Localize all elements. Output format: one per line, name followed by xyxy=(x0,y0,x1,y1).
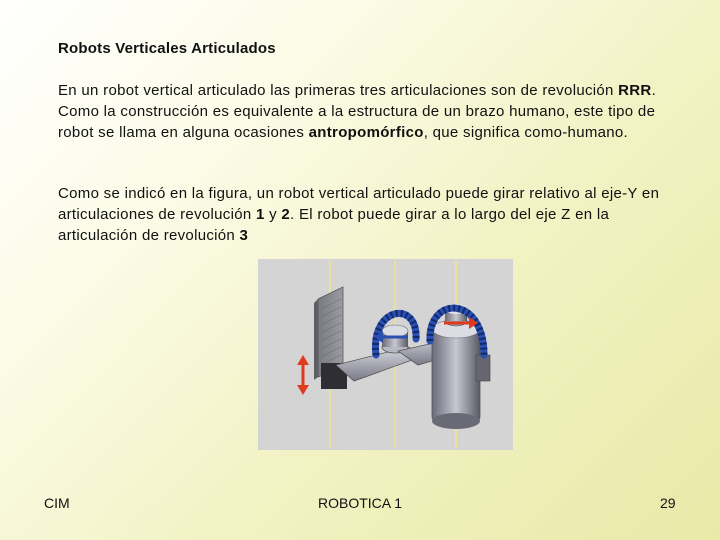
para1-text-1: En un robot vertical articulado las primeras tres articulaciones son de revolución xyxy=(58,82,619,99)
paragraph-joints xyxy=(58,183,670,246)
para2-text-3: . El robot puede girar a lo largo del eje Z en la articulación de revolución xyxy=(58,206,610,244)
page-number: 29 xyxy=(660,495,676,511)
para2-bold-joint-1: 1 xyxy=(255,206,265,223)
para1-text-2: . Como la construcción es equivalente a la estructura de un brazo humano, este tipo de robot se llama en alguna ocasiones xyxy=(58,82,657,141)
para2-bold-joint-2: 2 xyxy=(281,206,291,223)
gear-box xyxy=(476,355,490,381)
joint-1-cap xyxy=(382,325,408,337)
para2-text-1: Como se indicó en la figura, un robot vertical articulado puede girar relativo al eje-Y en articulaciones de revolución xyxy=(58,185,660,223)
para2-text-2: y xyxy=(264,206,282,223)
end-tower-bottom xyxy=(432,413,480,429)
robot-illustration xyxy=(258,259,513,450)
column-panel-side xyxy=(314,299,318,380)
slide-title: Robots Verticales Articulados xyxy=(58,40,276,57)
end-tower xyxy=(432,329,480,421)
footer-course: CIM xyxy=(44,495,70,511)
footer-subject: ROBOTICA 1 xyxy=(318,495,403,511)
para1-bold-rrr: RRR xyxy=(618,82,652,99)
robot-figure xyxy=(258,259,513,450)
para1-bold-antropomorfico: antropomórfico xyxy=(308,124,424,141)
para1-text-3: , que significa como-humano. xyxy=(423,124,629,141)
paragraph-rrr xyxy=(58,80,670,143)
para2-bold-joint-3: 3 xyxy=(239,227,249,244)
